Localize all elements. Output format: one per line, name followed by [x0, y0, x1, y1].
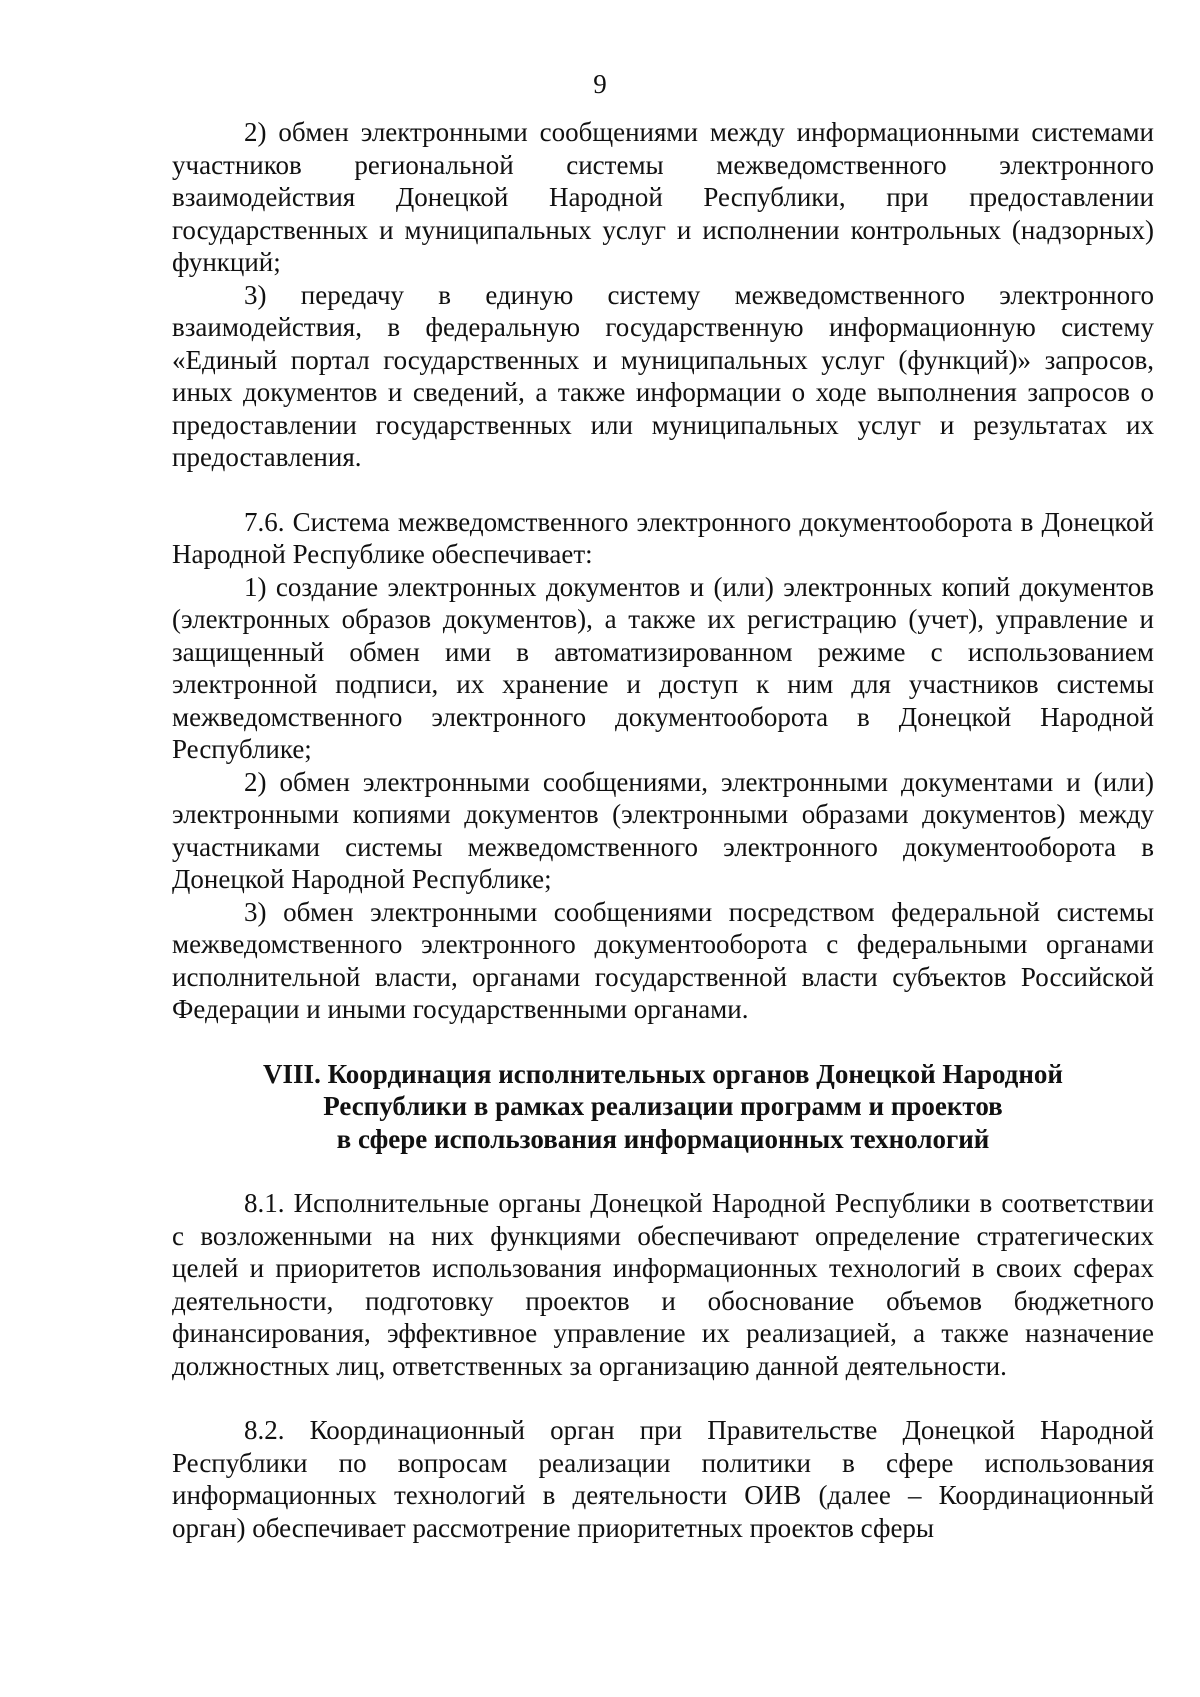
- paragraph-item-2-exchange: 2) обмен электронными сообщениями между информационными системами участников региональной системы межведомственного электронного взаимодействия Донецкой Народной Республики, при предоставлении государственных и муниципальных услуг и исполнении контрольных (надзорных) функций;: [172, 117, 1154, 277]
- paragraph-gap: [172, 474, 1154, 506]
- section-heading-line: VIII. Координация исполнительных органов Донецкой Народной: [263, 1058, 1063, 1089]
- section-heading-viii: [172, 1058, 1154, 1156]
- section-heading-line: в сфере использования информационных технологий: [336, 1123, 990, 1154]
- paragraph-gap: [172, 1026, 1154, 1058]
- paragraph-7-6-item-1: 1) создание электронных документов и (или) электронных копий документов (электронных образов документов), а также их регистрацию (учет), управление и защищенный обмен ими в автоматизированном режиме с использованием электронной подписи, их хранение и доступ к ним для участников системы межведомственного электронного документооборота в Донецкой Народной Республике;: [172, 571, 1154, 764]
- paragraph-7-6: 7.6. Система межведомственного электронного документооборота в Донецкой Народной Республике обеспечивает:: [172, 506, 1154, 569]
- paragraph-7-6-item-2: 2) обмен электронными сообщениями, электронными документами и (или) электронными копиями документов (электронными образами документов) между участниками системы межведомственного электронного документооборота в Донецкой Народной Республике;: [172, 766, 1154, 894]
- paragraph-8-1: 8.1. Исполнительные органы Донецкой Народной Республики в соответствии с возложенными на них функциями обеспечивают определение стратегических целей и приоритетов использования информационных технологий в своих сферах деятельности, подготовку проектов и обоснование объемов бюджетного финансирования, эффективное управление их реализацией, а также назначение должностных лиц, ответственных за организацию данной деятельности.: [172, 1188, 1154, 1381]
- document-body: [172, 116, 1154, 1544]
- page-number: 9: [593, 69, 607, 99]
- paragraph-gap: [172, 1155, 1154, 1187]
- paragraph-gap: [172, 1382, 1154, 1414]
- paragraph-8-2: 8.2. Координационный орган при Правительстве Донецкой Народной Республики по вопросам реализации политики в сфере использования информационных технологий в деятельности ОИВ (далее – Координационный орган) обеспечивает рассмотрение приоритетных проектов сферы: [172, 1415, 1154, 1543]
- paragraph-7-6-item-3: 3) обмен электронными сообщениями посредством федеральной системы межведомственного электронного документооборота с федеральными органами исполнительной власти, органами государственной власти субъектов Российской Федерации и иными государственными органами.: [172, 896, 1154, 1024]
- paragraph-item-3-transfer: 3) передачу в единую систему межведомственного электронного взаимодействия, в федеральную государственную информационную систему «Единый портал государственных и муниципальных услуг (функций)» запросов, иных документов и сведений, а также информации о ходе выполнения запросов о предоставлении государственных или муниципальных услуг и результатах их предоставления.: [172, 279, 1154, 472]
- section-heading-line: Республики в рамках реализации программ и проектов: [323, 1091, 1003, 1121]
